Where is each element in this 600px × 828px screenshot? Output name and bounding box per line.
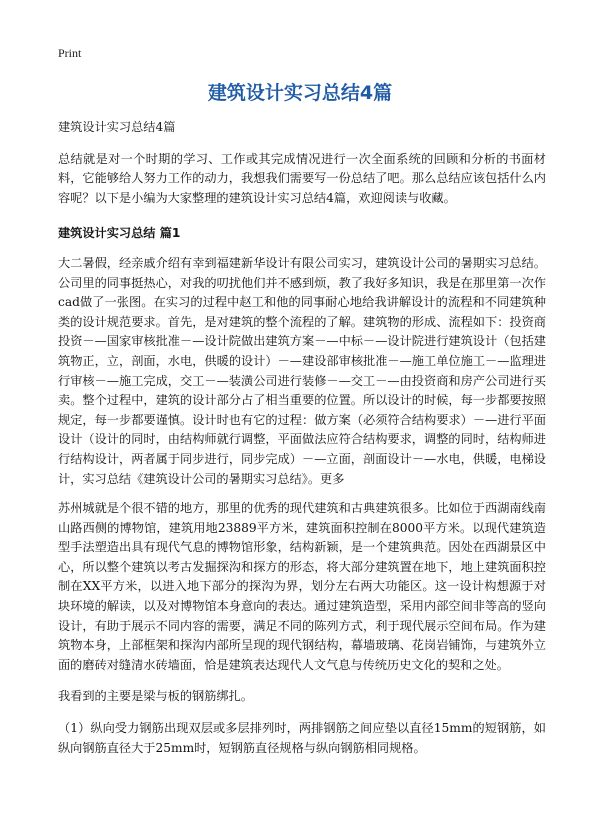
body-paragraph: 我看到的主要是梁与板的钢筋绑扎。 bbox=[58, 689, 253, 704]
print-link[interactable]: Print bbox=[58, 46, 82, 60]
body-paragraph: 大二暑假，经亲戚介绍有幸到福建新华设计有限公司实习，建筑设计公司的暑期实习总结。公司里的同事挺热心，对我的叨扰他们并不感到烦，教了我好多知识，我是在那里第一次作cad做了一张图。在实习的过程中赵工和他的同事耐心地给我讲解设计的流程和不同建筑种类的设计规范要求。首先，是对建筑的整个流程的了解。建筑物的形成、流程如下：投资商投资－—国家审核批准－—设计院做出建筑方案－—中标－—设计院进行建筑设计（包括建筑物正，立，剖面，水电，供暖的设计）－—建设部审核批准－—施工单位施工－—监理进行审核－—施工完成，交工－—装潢公司进行装修－—交工－—由投资商和房产公司进行买卖。整个过程中，建筑的设计部分占了相当重要的位置。所以设计的时候，每一步都要按照规定，每一步都要谨慎。设计时也有它的过程：做方案（必须符合结构要求）－—进行平面设计（设计的同时，由结构师就行调整，平面做法应符合结构要求，调整的同时，结构师进行结构设计，两者属于同步进行，同步完成）－—立面，剖面设计－—水电，供暖，电梯设计，实习总结《建筑设计公司的暑期实习总结》。更多 bbox=[58, 255, 546, 486]
intro-paragraph: 总结就是对一个时期的学习、工作或其完成情况进行一次全面系统的回顾和分析的书面材料，它能够给人努力工作的动力，我想我们需要写一份总结了吧。那么总结应该包括什么内容呢？以下是小编为大家整理的建筑设计实习总结4篇，欢迎阅读与收藏。 bbox=[58, 151, 546, 205]
body-paragraph: 苏州城就是个很不错的地方，那里的优秀的现代建筑和古典建筑很多。比如位于西湖南线南山路西侧的博物馆，建筑用地23889平方米，建筑面积控制在8000平方米。以现代建筑造型手法塑造出具有现代气息的博物馆形象，结构新颖，是一个建筑典范。因处在西湖景区中心，所以整个建筑以考古发掘探沟和探方的形态，将大部分建筑置在地下，地上建筑面积控制在XX平方米，以进入地下部分的探沟为界，划分左右两大功能区。这一设计构想源于对块环境的解读，以及对博物馆本身意向的表达。通过建筑造型，采用内部空间非等高的竖向设计，有助于展示不同内容的需要，满足不同的陈列方式，利于现代展示空间布局。作为建筑物本身，上部框架和探沟内部所呈现的现代钢结构，幕墙玻璃、花岗岩铺饰，与建筑外立面的磨砖对缝清水砖墙面，恰是建筑表达现代人文气息与传统历史文化的契和之处。 bbox=[58, 501, 546, 672]
body-paragraph: （1）纵向受力钢筋出现双层或多层排列时，两排钢筋之间应垫以直径15mm的短钢筋，如纵向钢筋直径大于25mm时，短钢筋直径规格与纵向钢筋相同规格。 bbox=[58, 721, 546, 755]
document-content bbox=[58, 118, 546, 758]
document-title: 建筑设计实习总结4篇 bbox=[207, 82, 393, 104]
document-subtitle: 建筑设计实习总结4篇 bbox=[58, 120, 176, 134]
section-heading: 建筑设计实习总结 篇1 bbox=[58, 226, 181, 241]
